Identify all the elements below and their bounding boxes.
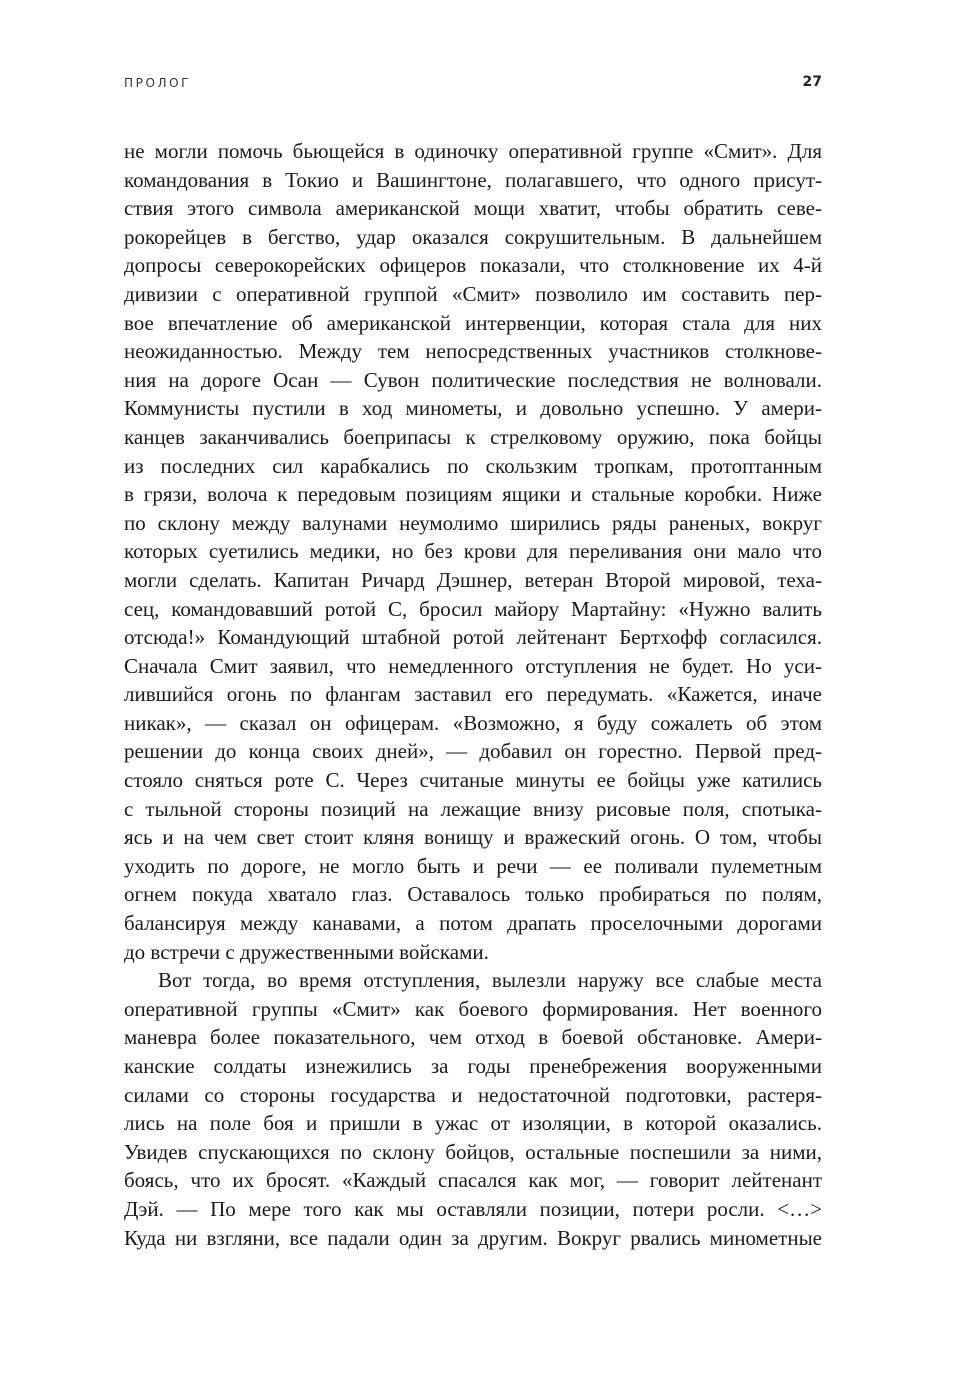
text-line: не могли помочь бьющейся в одиночку оперативной группе «Смит». Для	[124, 139, 822, 163]
text-line: никак», — сказал он офицерам. «Возможно, я буду сожалеть об этом	[124, 710, 822, 735]
text-line: могли сделать. Капитан Ричард Дэшнер, ветеран Второй мировой, теха-	[124, 567, 822, 592]
text-line: по склону между валунами неумолимо ширились ряды раненых, вокруг	[124, 510, 822, 535]
text-line: которых суетились медики, но без крови для переливания они мало что	[124, 539, 822, 564]
text-line: Куда ни взгляни, все падали один за другим. Вокруг рвались минометные	[124, 1225, 822, 1250]
text-line: Увидев спускающихся по склону бойцов, остальные поспешили за ними,	[124, 1139, 822, 1164]
text-line: огнем покуда хватало глаз. Оставалось только пробираться по полям,	[124, 882, 822, 907]
text-line: стояло сняться роте С. Через считаные минуты ее бойцы уже катились	[124, 768, 822, 793]
text-line: рокорейцев в бегство, удар оказался сокрушительным. В дальнейшем	[124, 224, 822, 249]
text-line: маневра более показательного, чем отход в боевой обстановке. Амери-	[124, 1025, 822, 1050]
text-line: Сначала Смит заявил, что немедленного отступления не будет. Но уси-	[124, 653, 822, 678]
paragraph	[124, 137, 822, 966]
text-line: отсюда!» Командующий штабной ротой лейтенант Бертхофф согласился.	[124, 625, 822, 650]
text-line: Вот тогда, во время отступления, вылезли наружу все слабые места	[158, 968, 822, 993]
text-line: канские солдаты изнежились за годы пренебрежения вооруженными	[124, 1054, 822, 1078]
text-line: оперативной группы «Смит» как боевого формирования. Нет военного	[124, 996, 822, 1021]
text-line: в грязи, волоча к передовым позициям ящики и стальные коробки. Ниже	[124, 482, 822, 507]
text-line: ния на дороге Осан — Сувон политические последствия не волновали.	[124, 367, 822, 392]
text-line: Дэй. — По мере того как мы оставляли позиции, потери росли. <…>	[124, 1196, 822, 1221]
text-line: Коммунисты пустили в ход минометы, и довольно успешно. У амери-	[124, 396, 822, 421]
text-line: балансируя между канавами, а потом драпать проселочными дорогами	[124, 911, 822, 936]
text-line: лись на поле боя и пришли в ужас от изоляции, в которой оказались.	[124, 1111, 822, 1136]
text-line: лившийся огонь по флангам заставил его передумать. «Кажется, иначе	[124, 682, 822, 707]
text-line: командования в Токио и Вашингтоне, полагавшего, что одного присут-	[124, 167, 822, 192]
page-number: 27	[802, 74, 822, 90]
text-line: до встречи с дружественными войсками.	[124, 939, 489, 964]
text-line: ясь и на чем свет стоит кляня вонищу и вражеский огонь. О том, чтобы	[124, 825, 822, 850]
text-line: ствия этого символа американской мощи хватит, чтобы обратить севе-	[124, 196, 822, 221]
paragraph	[124, 966, 822, 1252]
body-text	[124, 137, 822, 1252]
text-line: канцев заканчивались боеприпасы к стрелковому оружию, пока бойцы	[124, 424, 822, 449]
text-line: с тыльной стороны позиций на лежащие внизу рисовые поля, спотыка-	[124, 796, 822, 821]
running-title: ПРОЛОГ	[124, 76, 192, 90]
text-line: дивизии с оперативной группой «Смит» позволило им составить пер-	[124, 281, 822, 306]
text-line: из последних сил карабкались по скользким тропкам, протоптанным	[124, 453, 822, 478]
text-line: сец, командовавший ротой С, бросил майору Мартайну: «Нужно валить	[124, 596, 822, 621]
text-line: допросы северокорейских офицеров показали, что столкновение их 4-й	[124, 253, 822, 278]
text-line: вое впечатление об американской интервенции, которая стала для них	[124, 310, 822, 335]
text-line: боясь, что их бросят. «Каждый спасался как мог, — говорит лейтенант	[124, 1168, 822, 1193]
text-line: решении до конца своих дней», — добавил он горестно. Первой пред-	[124, 739, 822, 764]
text-line: неожиданностью. Между тем непосредственных участников столкнове-	[124, 339, 822, 364]
text-line: силами со стороны государства и недостаточной подготовки, растеря-	[124, 1082, 822, 1107]
text-line: уходить по дороге, не могло быть и речи — ее поливали пулеметным	[124, 853, 822, 878]
